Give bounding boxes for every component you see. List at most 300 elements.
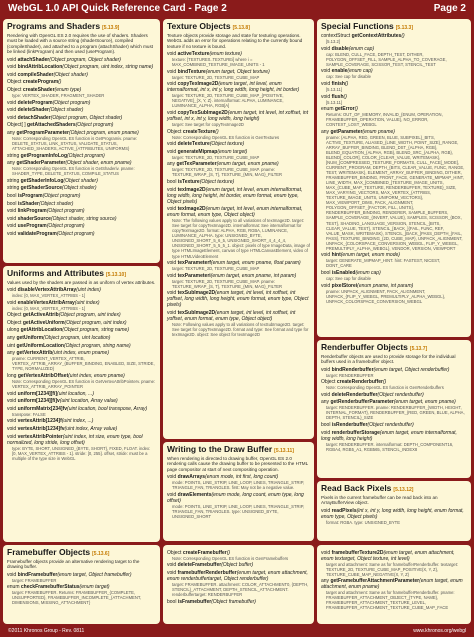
framebuffer-right-function-list <box>321 550 467 611</box>
return-type: bool <box>321 269 331 276</box>
renderbuffer-ref: [5.13.7] <box>409 346 428 352</box>
framebuffer-mid-function-list <box>167 550 310 605</box>
framebuffer-function-list <box>7 572 156 606</box>
function-entry <box>7 79 156 85</box>
function-args: (enum target, int level, enum internalformat, int x, int y, long width, long height, int border) <box>167 81 300 94</box>
function-note: texture: [TEXTURE0..TEXTUREi] where i = MAX_COMBINED_TEXTURE_IMAGE_UNITS - 1 <box>172 57 265 68</box>
function-name: getShaderInfoLog <box>20 177 64 184</box>
function-name: getActiveAttrib <box>22 312 59 319</box>
function-name: drawArrays <box>177 474 206 480</box>
return-type: void <box>7 433 17 440</box>
return-type: Object <box>167 128 182 135</box>
function-note: target: RENDERBUFFER <box>326 372 374 378</box>
special-heading <box>321 22 467 32</box>
function-args: (Object program, Object shader) <box>50 114 123 121</box>
function-note: target: FRAMEBUFFER <box>12 577 57 583</box>
function-note: [5.13.2] <box>326 39 340 45</box>
function-note: Note: Corresponding OpenGL ES function is GetProgramiv. pname: DELETE_STATUS, LINK_STATUS, VALIDATE_STATUS, ATTACHED_SHADERS, ACTIVE_{ATTRIBUTES, UNIFORMS} <box>12 135 138 151</box>
return-type: Object <box>7 312 22 319</box>
special-title: Special Functions <box>321 21 394 31</box>
function-name: isRenderbuffer <box>331 422 368 429</box>
function-name: deleteRenderbuffer <box>331 391 378 398</box>
function-entry <box>167 110 310 122</box>
function-name: getUniform <box>16 335 44 342</box>
return-type: void <box>7 398 17 405</box>
function-args: (enum target, Object renderbuffer) <box>373 366 450 373</box>
function-name: deleteShader <box>17 107 49 114</box>
function-args: () <box>58 79 62 86</box>
function-note: target: TEXTURE_2D, TEXTURE_CUBE_MAP <box>172 74 260 80</box>
function-name: getShaderSource <box>20 185 63 192</box>
framebuffer-continued-section <box>163 545 314 624</box>
function-args: (enum target, enum pname, int param) <box>210 272 297 279</box>
function-note: Note: Corresponding OpenGL ES function is GenFramebuffers <box>172 555 289 561</box>
function-entry <box>167 179 310 185</box>
function-name: createProgram <box>22 79 59 86</box>
return-type: void <box>167 186 177 193</box>
return-type: void <box>167 148 177 155</box>
page-footer <box>0 625 474 637</box>
function-args: (Object program) <box>56 230 95 237</box>
function-note: Note: Corresponding OpenGL ES function is GenTextures <box>172 134 280 140</box>
function-args: (uint index) <box>76 287 101 293</box>
return-type: void <box>321 45 331 52</box>
function-args: (Object program, uint index) <box>64 319 127 326</box>
function-name: compileShader <box>17 71 54 78</box>
function-name: activeTexture <box>177 51 210 57</box>
return-type: uint <box>7 342 16 349</box>
return-type: Object[ ] <box>7 122 26 129</box>
textures-title: Texture Objects <box>167 21 231 31</box>
framebuffer-section <box>3 545 160 624</box>
function-args: (enum target, int level, int xoffset, int yoffset, int x, int y, long width, long height) <box>167 109 309 122</box>
return-type: void <box>321 391 331 398</box>
return-type: void <box>167 569 177 576</box>
function-name: enableVertexAttribArray <box>17 299 75 306</box>
function-entry <box>321 392 467 398</box>
framebuffer-right-section <box>317 545 471 624</box>
function-args: (enum pname, int param) <box>357 282 414 289</box>
function-note: target: TEXTURE_2D, TEXTURE_CUBE_MAP <box>172 154 260 160</box>
page-number: Page 2 <box>433 3 466 14</box>
return-type: Object <box>7 319 22 326</box>
return-type: enum <box>7 584 20 591</box>
function-args: (enum pname) <box>362 128 395 135</box>
function-args: (uint index, enum pname) <box>52 350 109 357</box>
return-type: bool <box>321 422 331 429</box>
framebuffer-heading <box>7 548 156 558</box>
return-type: string <box>7 177 20 184</box>
function-args: (enum target) <box>217 148 248 155</box>
function-note: type: VERTEX_SHADER, FRAGMENT_SHADER <box>12 92 105 98</box>
function-note: pname: UNPACK_ALIGNMENT, PACK_ALIGNMENT, UNPACK_{FLIP_Y_WEBGL, PREMULTIPLY_ALPHA_WEBGL}, UNPACK_COLORSPACE_CONVERSION_WEBGL <box>326 288 446 304</box>
return-type: void <box>321 252 331 259</box>
function-name: isFramebuffer <box>177 598 212 605</box>
function-note: target and attachment: Same as for framebufferRenderbuffer. textarget: TEXTURE_2D, TEXTURE_CUBE_MAP_POSITIVE{X, Y, Z}, TEXTURE_CUBE_MAP_NEGATIVE{X, Y, Z} <box>326 561 459 577</box>
return-type: Object <box>321 379 336 386</box>
function-name: texSubImage2D <box>177 290 216 297</box>
function-name: linkProgram <box>17 208 47 215</box>
return-type: any <box>321 578 330 585</box>
function-entry <box>7 122 156 128</box>
function-args: () <box>354 106 358 113</box>
function-entry <box>7 201 156 207</box>
function-note: Returns: OUT_OF_MEMORY, INVALID_{ENUM, OPERATION, FRAMEBUFFER_OPERATION, VALUE}, NO_ERROR, CONTEXT_LOST_WEBGL <box>326 112 443 128</box>
function-note: target and attachment: Same as for framebufferRenderbuffer. pname: FRAMEBUFFER_ATTACHMENT_OBJECT_{TYPE, NAME}, FRAMEBUFFER_ATTACHMENT_TEXTURE_LEVEL, FRAMEBUFFER_ATTACHMENT_TEXTURE_CUBE_MAP_FACE <box>326 590 455 611</box>
function-name: enable <box>331 68 348 75</box>
function-args: (Object program) <box>67 152 105 159</box>
function-name: framebufferRenderbuffer <box>177 569 237 576</box>
drawing-function-list <box>167 474 310 519</box>
function-args: (enum target) <box>79 584 110 591</box>
page-title: WebGL 1.0 API Quick Reference Card - Page 2 <box>8 3 227 14</box>
function-args: (Object program, enum pname) <box>68 129 139 136</box>
function-args: (Object program, uint location) <box>43 335 111 342</box>
return-type: void <box>321 549 331 556</box>
function-name: createRenderbuffer <box>336 379 383 386</box>
function-name: texSubImage2D <box>177 310 216 316</box>
function-name: finish <box>331 81 345 88</box>
framebuffer-title: Framebuffer Objects <box>7 547 91 557</box>
function-args: (enum target, enum pname) <box>393 399 456 406</box>
function-name: getFramebufferAttachmentParameter <box>330 578 420 585</box>
function-args: (Object shader) <box>38 200 74 207</box>
function-args: (enum cap) <box>347 68 373 75</box>
function-name: getAttachedShaders <box>27 122 76 129</box>
function-name: readPixels <box>331 507 357 514</box>
function-name: getUniformLocation <box>16 342 64 349</box>
function-args: (Object program) <box>42 193 81 199</box>
function-name: copyTexSubImage2D <box>177 109 228 116</box>
return-type: Object <box>7 79 22 86</box>
programs-heading <box>7 22 156 32</box>
function-args: (enum target, int level, enum internalformat, enum format, enum type, Object object) <box>167 206 303 219</box>
function-entry <box>321 578 467 590</box>
return-type: bool <box>167 179 177 186</box>
function-entry <box>167 310 310 322</box>
function-entry <box>167 81 310 93</box>
function-name: texImage2D <box>177 186 206 193</box>
return-type: void <box>7 223 17 230</box>
function-args: (enum mode, int first, long count) <box>205 474 279 480</box>
uniforms-intro: Values used by the shaders are passed in as uniform of vertex attributes. <box>7 279 156 285</box>
readback-heading <box>321 484 467 494</box>
function-name: getError <box>334 106 355 113</box>
footer-url[interactable]: www.khronos.org/webgl <box>413 628 466 634</box>
function-name: isTexture <box>177 179 200 186</box>
function-entry <box>7 193 156 199</box>
return-type: string <box>7 152 20 159</box>
return-type: void <box>7 230 17 237</box>
function-entry <box>7 178 156 184</box>
return-type: void <box>167 51 177 57</box>
readback-intro: Pixels in the current framebuffer can be read back into an ArrayBufferView object. <box>321 494 438 505</box>
uniforms-section <box>3 266 160 542</box>
return-type: void <box>167 260 177 267</box>
function-entry <box>7 398 156 404</box>
function-args: (enum cap) <box>348 45 375 52</box>
function-note: target: TEXTURE_2D, TEXTURE_CUBE_MAP. pname: TEXTURE_WRAP_{S, T}, TEXTURE_{MIN, MAG}_FILTER <box>172 278 283 289</box>
function-name: drawElements <box>177 491 212 498</box>
function-entry <box>321 508 467 520</box>
return-type: Object <box>7 86 22 93</box>
return-type: void <box>167 109 177 116</box>
readback-ref: [5.13.12] <box>393 487 414 493</box>
return-type: void <box>167 141 177 148</box>
function-note: target: TEXTURE_2D, TEXTURE_CUBE_MAP. pname: TEXTURE_WRAP_{S, T}, TEXTURE_{MIN, MAG}_FILTER <box>172 167 283 178</box>
function-note: target: RENDERBUFFER. pname: RENDERBUFFER_{WIDTH, HEIGHT, INTERNAL_FORMAT}, RENDERBUFFER_{RED, GREEN, BLUE, ALPHA, DEPTH, STENCIL}_SIZE <box>326 405 465 421</box>
function-note: mode: POINTS, LINE_STRIP, LINE_LOOP, LINES, TRIANGLE_STRIP, TRIANGLE_FAN, TRIANGLES. first: May not be a negative value. <box>172 480 305 491</box>
return-type: void <box>7 99 17 106</box>
return-type: void <box>321 81 331 88</box>
function-entry <box>7 231 156 237</box>
return-type: void <box>167 68 177 75</box>
readback-title: Read Back Pixels <box>321 483 392 493</box>
return-type: void <box>167 206 177 213</box>
function-args: (enum target, int level, int xoffset, int yoffset, enum format, enum type, Object object) <box>167 310 296 322</box>
return-type: ulong <box>7 327 20 334</box>
function-args: (enum target, enum internalformat, long width, long height) <box>321 429 457 442</box>
function-entry <box>7 100 156 106</box>
return-type: void <box>7 56 17 63</box>
function-name: flush <box>331 93 344 100</box>
return-type: any <box>321 399 330 406</box>
return-type: void <box>7 114 17 121</box>
renderbuffer-heading <box>321 343 467 353</box>
drawing-heading <box>167 445 310 455</box>
return-type: void <box>7 571 17 578</box>
return-type: bool <box>7 193 17 199</box>
function-note: target: RENDERBUFFER. internalformat: DEPTH_COMPONENT16, RGBA4, RGB5_A1, RGB565, STENCIL_INDEX8 <box>326 441 454 452</box>
function-args: (Object program) <box>46 223 85 230</box>
function-entry <box>167 570 310 582</box>
return-type: void <box>7 425 17 432</box>
function-args: (uint location, ...) <box>57 390 94 397</box>
function-note: Note: Corresponding OpenGL ES function is GetShaderiv. pname: SHADER_TYPE, DELETE_STATUS, COMPILE_STATUS <box>12 166 135 177</box>
function-name: uniform[1234][fi]v <box>17 398 60 405</box>
function-note: cap: BLEND, CULL_FACE, DEPTH_TEST, DITHER, POLYGON_OFFSET_FILL, SAMPLE_ALPHA_TO_COVERAGE, SAMPLE_COVERAGE, SCISSOR_TEST, STENCIL_TEST <box>326 51 447 67</box>
function-args: (enum texture) <box>209 51 242 57</box>
function-name: copyTexImage2D <box>177 81 219 88</box>
function-entry <box>321 422 467 428</box>
function-name: bindAttribLocation <box>17 64 63 71</box>
function-entry <box>7 335 156 341</box>
function-entry <box>7 391 156 397</box>
return-type: void <box>321 68 331 75</box>
programs-intro: Rendering with OpenGL ES 2.0 requires the use of shaders. Shaders must be loaded with a source string (shaderSource), compiled (compileShader), and attached to a program (attachShader) which must be linked (linkProgram) and then used (useProgram). <box>7 32 154 54</box>
function-name: getVertexAttribOffset <box>17 372 69 379</box>
function-entry <box>167 206 310 218</box>
function-note: [5.13.11] <box>326 87 342 93</box>
function-name: deleteFramebuffer <box>177 562 222 569</box>
renderbuffer-intro: Renderbuffer objects are used to provide storage for the individual buffers used in a framebuffer object. <box>321 353 456 364</box>
return-type: any <box>7 335 16 342</box>
function-note: index: [0, MAX_VERTEX_ATTRIBS - 1] <box>12 305 86 311</box>
function-name: generateMipmap <box>177 148 218 155</box>
function-entry <box>7 312 156 318</box>
function-name: shaderSource <box>17 215 51 222</box>
function-note: target: FRAMEBUFFER. attachment: COLOR_ATTACHMENT0, {DEPTH, STENCIL}_ATTACHMENT, DEPTH_STENCIL_ATTACHMENT. renderbuffertarget: RENDERBUFFER <box>172 581 309 597</box>
return-type: Object <box>167 549 182 556</box>
function-note: pname: CURRENT_VERTEX_ATTRIB, VERTEX_ATTRIB_ARRAY_{BUFFER_BINDING, ENABLED, SIZE, STRIDE, TYPE, NORMALIZED} <box>12 356 155 372</box>
function-note: cap: See cap for disable <box>326 74 371 80</box>
renderbuffer-function-list <box>321 367 467 452</box>
function-name: getParameter <box>330 128 363 135</box>
function-entry <box>7 57 156 63</box>
function-args: (Object program) <box>46 208 85 215</box>
function-name: checkFramebufferStatus <box>20 584 80 591</box>
function-note: [5.13.11] <box>326 99 342 105</box>
function-entry <box>167 562 310 568</box>
function-name: pixelStorei <box>331 282 358 289</box>
function-entry <box>7 185 156 191</box>
return-type: void <box>167 290 177 297</box>
function-name: vertexAttrib[1234]fv <box>17 425 65 432</box>
function-name: attachShader <box>17 56 50 63</box>
function-name: getTexParameter <box>176 161 217 168</box>
function-args: (Object program) <box>52 99 91 106</box>
function-note: target: TEXTURE_2D, TEXTURE_CUBE_MAP_{POSITIVE, NEGATIVE}_{X, Y, Z}. internalformat: ALPHA, LUMINANCE, LUMINANCE_ALPHA, RGB[A] <box>172 93 284 109</box>
return-type: void <box>321 366 331 373</box>
function-name: getAttribLocation <box>20 327 63 334</box>
function-note: cap: See cap for disable <box>326 275 371 281</box>
return-type: any <box>167 161 176 168</box>
function-args: (Object shader, enum pname) <box>65 160 132 167</box>
function-name: deleteProgram <box>17 99 53 106</box>
function-args: (uint location, Array value) <box>59 398 118 405</box>
function-entry <box>7 208 156 214</box>
function-entry <box>7 418 156 424</box>
function-args: (uint index) <box>74 299 100 306</box>
function-entry <box>7 223 156 229</box>
return-type: void <box>321 93 331 100</box>
function-args: (enum target, enum attachment, enum pname) <box>321 578 463 591</box>
function-name: isEnabled <box>331 269 356 276</box>
return-type: void <box>7 299 17 306</box>
function-name: hint <box>331 252 341 259</box>
framebuffer-intro: Framebuffer objects provide an alternative rendering target to the drawing buffer. <box>7 558 140 569</box>
function-entry <box>7 153 156 159</box>
function-args: () <box>401 33 405 40</box>
function-entry <box>7 343 156 349</box>
function-args: (Object program, Object shader) <box>49 56 121 63</box>
function-args: (enum target, enum pname) <box>216 161 279 168</box>
function-entry <box>7 115 156 121</box>
function-note: target: FRAMEBUFFER. Returns: FRAMEBUFFER_{COMPLETE, UNSUPPORTED}, FRAMEBUFFER_INCOMPLETE_{ATTACHMENT, DIMENSIONS, MISSING_ATTACHMENT} <box>12 590 142 606</box>
function-args: (Object program, uint index) <box>58 312 121 319</box>
function-note: type: BYTE, SHORT, UNSIGNED_{BYTE, SHORT}, FIXED, FLOAT. index: [0, MAX_VERTEX_ATTRIBS - 1]. stride: [0, 255]. offset, stride: must be a multiple of the type size in WebGL <box>12 445 151 461</box>
special-section <box>317 19 471 337</box>
function-note: Note: Corresponding OpenGL ES function is GetVertexAttribPointerv. pname: VERTEX_ATTRIB_ARRAY_POINTER <box>12 378 156 389</box>
function-name: validateProgram <box>17 230 57 237</box>
function-args: (enum mode, long count, enum type, long offset) <box>167 491 304 504</box>
uniforms-heading <box>7 269 156 279</box>
drawing-intro: When rendering is directed to drawing buffer, OpenGL ES 2.0 rendering calls cause the drawing buffer to be presented to the HTML page compositor at start of next compositing operation. <box>167 455 308 472</box>
function-name: createTexture <box>182 128 216 135</box>
function-entry <box>7 434 156 446</box>
renderbuffer-title: Renderbuffer Objects <box>321 342 408 352</box>
function-name: disableVertexAttribArray <box>17 287 77 293</box>
readback-section <box>317 481 471 541</box>
drawing-section <box>163 442 314 541</box>
function-args: (uint index, ...) <box>61 418 94 425</box>
function-args: (Object shader) <box>62 185 97 192</box>
drawing-ref: [5.13.11] <box>274 448 294 454</box>
function-name: bindTexture <box>177 68 206 75</box>
function-note: mode: POINTS, LINE_STRIP, LINE_LOOP, LINES, TRIANGLE_STRIP, TRIANGLE_FAN, TRIANGLES. type: UNSIGNED_BYTE, UNSIGNED_SHORT <box>172 503 305 519</box>
uniforms-ref: [5.13.10] <box>105 272 126 278</box>
function-args: (enum target, enum pname, float param) <box>210 260 301 267</box>
return-type: void <box>7 287 17 293</box>
function-entry <box>167 187 310 205</box>
function-entry <box>167 492 310 504</box>
function-args: () <box>226 549 231 556</box>
framebuffer-ref: [5.13.6] <box>92 551 110 557</box>
function-name: uniform[1234][fi] <box>17 390 58 397</box>
function-args: (uint index, enum pname) <box>68 372 125 379</box>
return-type: enum <box>321 106 334 113</box>
return-type: void <box>321 282 331 289</box>
function-entry <box>167 273 310 279</box>
function-name: texParameterf <box>177 260 211 267</box>
uniforms-title: Uniforms and Attributes <box>7 268 104 278</box>
return-type: void <box>7 405 17 412</box>
return-type: void <box>7 107 17 114</box>
function-name: disable <box>331 45 349 52</box>
textures-section <box>163 19 314 439</box>
function-args: (Object program, string name) <box>62 327 129 334</box>
return-type: void <box>167 474 177 480</box>
function-args: () <box>344 81 349 88</box>
function-name: texParameteri <box>177 272 211 279</box>
function-args: (Object texture) <box>199 179 235 186</box>
return-type: void <box>167 310 177 316</box>
drawing-title: Writing to the Draw Buffer <box>167 444 273 454</box>
function-args: () <box>215 128 219 135</box>
return-type: any <box>321 128 330 135</box>
programs-title: Programs and Shaders <box>7 21 101 31</box>
special-ref: [5.13.3] <box>395 25 413 31</box>
function-name: getShaderParameter <box>16 160 66 167</box>
return-type: void <box>7 208 17 215</box>
function-args: () <box>382 379 387 386</box>
return-type: void <box>321 429 331 436</box>
return-type: void <box>167 81 177 88</box>
return-type: void <box>7 71 17 78</box>
function-name: detachShader <box>17 114 51 121</box>
programs-function-list <box>7 57 156 237</box>
function-args: (uint location, bool transpose, Array) <box>67 405 148 412</box>
function-entry <box>321 430 467 442</box>
return-type: void <box>167 491 177 498</box>
function-name: vertexAttrib[1234]f <box>17 418 62 425</box>
return-type: void <box>321 507 331 514</box>
function-entry <box>7 426 156 432</box>
return-type: void <box>7 64 17 71</box>
function-args: (Object buffer) <box>221 562 254 569</box>
function-args: (Object renderbuffer) <box>377 391 424 398</box>
function-entry <box>321 367 467 373</box>
return-type: contextStruct <box>321 33 351 40</box>
renderbuffer-section <box>317 340 471 478</box>
function-note: pname: {ALPHA, RED, GREEN, BLUE, SUBPIXEL}_BITS, ACTIVE_TEXTURE, ALIASED_{LINE_WIDTH, POINT_SIZE}_RANGE, ARRAY_BUFFER_BINDING, BLEND_DST_{ALPHA, RGB}, BLEND_EQUATION_{ALPHA, RGB}, BLEND_SRC_{ALPHA, RGB}, BLEND[_COLOR], COLOR_{CLEAR_VALUE, WRITEMASK}, [NUM_]COMPRESSED_TEXTURE_FORMATS, CULL_FACE[_MODE], CURRENT_PROGRAM, DEPTH_{BITS, CLEAR_VALUE, FUNC, RANGE, TEST, WRITEMASK}, ELEMENT_ARRAY_BUFFER_BINDING, DITHER, FRAMEBUFFER_BINDING, FRONT_FACE, GENERATE_MIPMAP_HINT, LINE_WIDTH, MAX_[COMBINED_]TEXTURE_IMAGE_UNITS, MAX_{CUBE_MAP_TEXTURE, RENDERBUFFER, TEXTURE}_SIZE, MAX_VARYING_VECTORS, MAX_VERTEX_{ATTRIBS, TEXTURE_IMAGE_UNITS, UNIFORM_VECTORS}, MAX_VIEWPORT_DIMS, PACK_ALIGNMENT, POLYGON_OFFSET_{FACTOR, FILL, UNITS}, RENDERBUFFER_BINDING, RENDERER, SAMPLE_BUFFERS, SAMPLE_COVERAGE_{INVERT, VALUE}, SAMPLES, SCISSOR_{BOX, TEST}, SHADING_LANGUAGE_VERSION, STENCIL_{BITS, CLEAR_VALUE, TEST}, STENCIL_[BACK_]{FAIL, FUNC, REF, VALUE_MASK, WRITEMASK}, STENCIL_[BACK_]PASS_DEPTH_{FAIL, PASS}, TEXTURE_BINDING_{2D, CUBE_MAP}, UNPACK_ALIGNMENT, UNPACK_{COLORSPACE_CONVERSION_WEBGL, FLIP_Y_WEBGL, PREMULTIPLY_ALPHA_WEBGL}, VENDOR, VERSION, VIEWPORT <box>326 134 465 251</box>
function-note: Note: The following values apply to all variations of texImage2D. target: See target for copyTexImage2D. internalformat: See internalformat for copyTexImage2D. format: ALPHA, RGB, RGBA, LUMINANCE, LUMINANCE_ALPHA. type: UNSIGNED_BYTE, UNSIGNED_SHORT_5_6_5, UNSIGNED_SHORT_4_4_4_4, UNSIGNED_SHORT_5_5_5_1. object: pixels of type ImageData, image of type HTMLImageElement, canvas of type HTMLCanvasElement, video of type HTMLVideoElement <box>172 218 310 259</box>
function-args: (Object texture) <box>209 141 245 148</box>
function-entry <box>167 599 310 605</box>
function-args: (enum target, int level, enum internalformat, long width, long height, int border, enum format, enum type, Object pixels) <box>167 186 303 205</box>
return-type: void <box>7 418 17 425</box>
function-name: getProgramParameter <box>16 129 69 136</box>
